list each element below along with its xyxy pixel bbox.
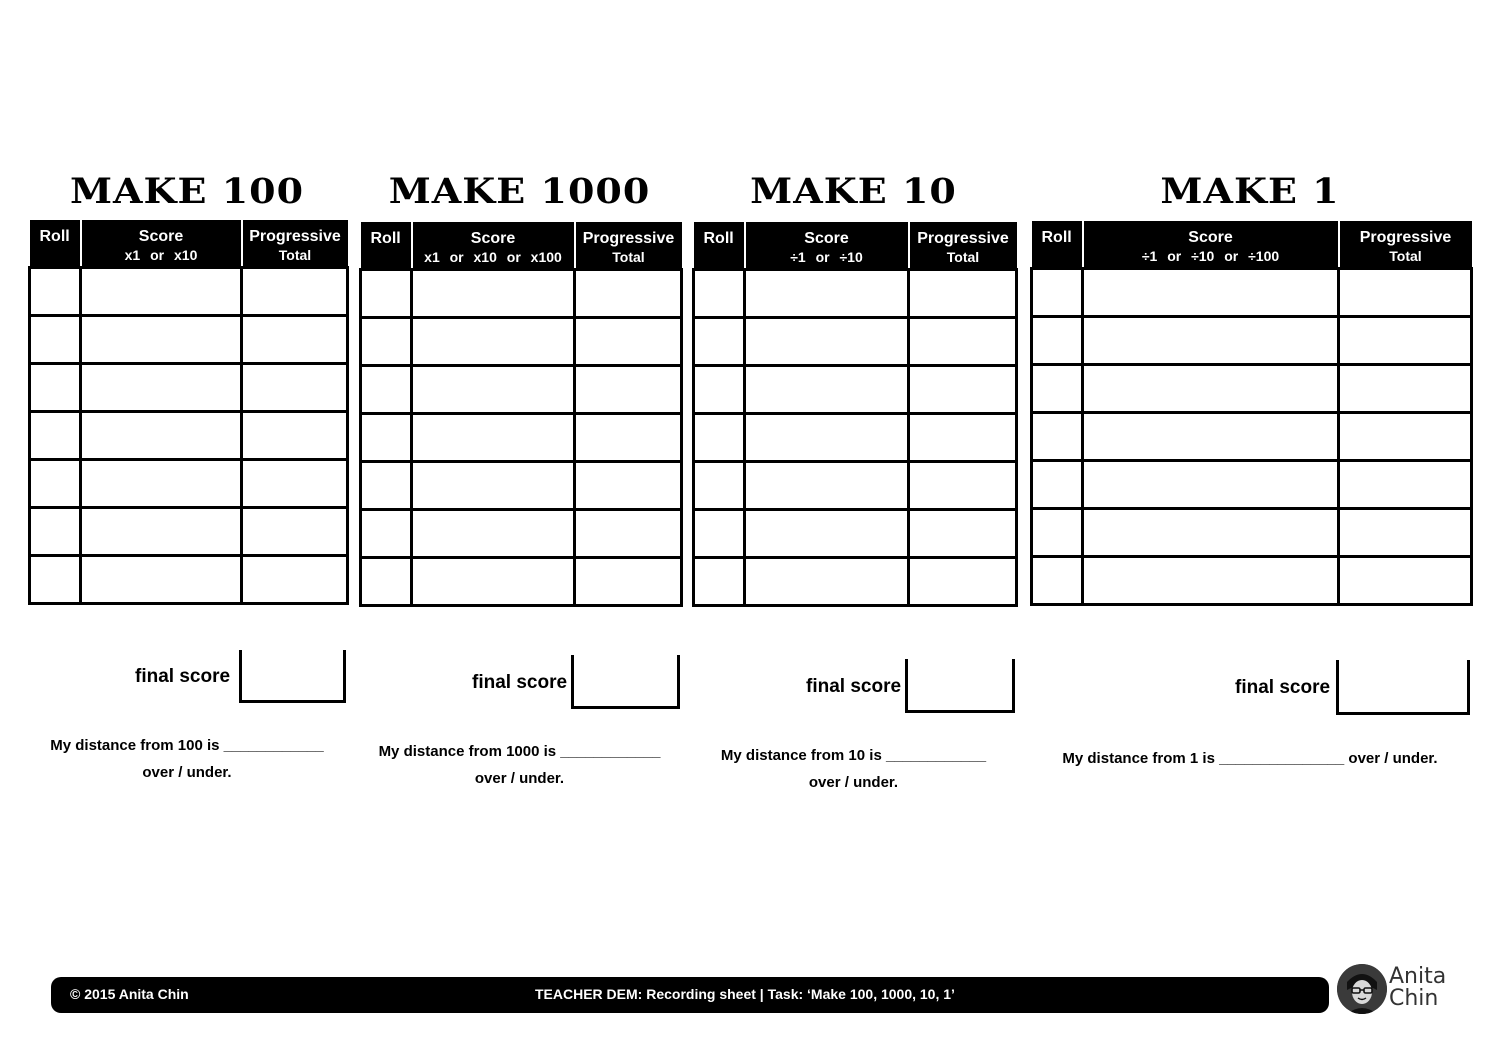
table-row bbox=[1032, 461, 1472, 509]
score-header bbox=[81, 220, 242, 268]
total-cell[interactable] bbox=[1339, 365, 1472, 413]
final-score-label: final score bbox=[806, 676, 902, 697]
total-cell[interactable] bbox=[242, 364, 348, 412]
table-row bbox=[30, 412, 348, 460]
game-make-1000 bbox=[359, 168, 680, 798]
total-cell[interactable] bbox=[909, 318, 1017, 366]
distance-text bbox=[28, 732, 346, 786]
total-cell[interactable] bbox=[575, 510, 682, 558]
roll-cell[interactable] bbox=[694, 318, 745, 366]
score-header-sub: ÷1 or ÷10 bbox=[790, 249, 863, 265]
table-row bbox=[361, 462, 682, 510]
roll-cell[interactable] bbox=[30, 412, 81, 460]
total-header-sub: Total bbox=[612, 249, 645, 265]
header-row bbox=[694, 222, 1017, 270]
roll-cell[interactable] bbox=[694, 558, 745, 606]
score-table bbox=[359, 222, 683, 607]
total-header bbox=[1339, 221, 1472, 269]
roll-cell[interactable] bbox=[361, 270, 412, 318]
score-header-sub: ÷1 or ÷10 or ÷100 bbox=[1141, 248, 1280, 264]
score-cell[interactable] bbox=[745, 414, 909, 462]
final-score-label: final score bbox=[472, 672, 568, 693]
roll-cell[interactable] bbox=[1032, 269, 1083, 317]
logo-text bbox=[1389, 966, 1446, 1010]
distance-line-2: over / under. bbox=[474, 770, 565, 787]
table-row bbox=[694, 366, 1017, 414]
header-row bbox=[30, 220, 348, 268]
score-cell[interactable] bbox=[1083, 317, 1339, 365]
game-title: MAKE 100 bbox=[69, 169, 305, 212]
total-cell[interactable] bbox=[1339, 509, 1472, 557]
total-header bbox=[242, 220, 348, 268]
roll-cell[interactable] bbox=[1032, 365, 1083, 413]
game-make-10 bbox=[692, 168, 1015, 803]
total-cell[interactable] bbox=[575, 414, 682, 462]
table-row bbox=[1032, 557, 1472, 605]
score-cell[interactable] bbox=[745, 318, 909, 366]
footer-bar bbox=[51, 977, 1329, 1013]
score-cell[interactable] bbox=[1083, 413, 1339, 461]
total-cell[interactable] bbox=[575, 462, 682, 510]
score-cell[interactable] bbox=[1083, 365, 1339, 413]
roll-header: Roll bbox=[694, 222, 745, 270]
roll-cell[interactable] bbox=[361, 462, 412, 510]
total-cell[interactable] bbox=[575, 366, 682, 414]
distance-line-1: My distance from 1000 is ____________ bbox=[378, 743, 661, 760]
roll-cell[interactable] bbox=[694, 510, 745, 558]
header-row bbox=[1032, 221, 1472, 269]
logo-line-1: Anita bbox=[1389, 964, 1447, 989]
total-cell[interactable] bbox=[242, 316, 348, 364]
score-cell[interactable] bbox=[1083, 269, 1339, 317]
roll-cell[interactable] bbox=[361, 318, 412, 366]
total-cell[interactable] bbox=[909, 414, 1017, 462]
task-text: TEACHER DEM: Recording sheet | Task: ‘Make 100, 1000, 10, 1’ bbox=[535, 986, 955, 1002]
distance-line-1: My distance from 10 is ____________ bbox=[720, 747, 987, 764]
table-row bbox=[361, 318, 682, 366]
final-score-label: final score bbox=[1235, 677, 1331, 698]
teacher-avatar-icon bbox=[1337, 964, 1387, 1014]
total-header-label: Progressive bbox=[1359, 229, 1452, 246]
distance-line-2: over / under. bbox=[142, 764, 232, 781]
score-cell[interactable] bbox=[81, 316, 242, 364]
game-title: MAKE 1 bbox=[1160, 169, 1340, 212]
score-cell[interactable] bbox=[412, 414, 575, 462]
score-cell[interactable] bbox=[412, 366, 575, 414]
table-row bbox=[361, 510, 682, 558]
game-title: MAKE 1000 bbox=[388, 169, 651, 212]
score-cell[interactable] bbox=[745, 510, 909, 558]
score-cell[interactable] bbox=[81, 364, 242, 412]
final-score-box[interactable] bbox=[239, 650, 346, 703]
total-cell[interactable] bbox=[242, 460, 348, 508]
score-header-sub: x1 or x10 bbox=[124, 247, 198, 263]
total-header-label: Progressive bbox=[582, 230, 675, 247]
roll-cell[interactable] bbox=[361, 366, 412, 414]
table-row bbox=[694, 558, 1017, 606]
roll-cell[interactable] bbox=[30, 364, 81, 412]
score-table bbox=[28, 220, 349, 605]
table-row bbox=[1032, 509, 1472, 557]
roll-cell[interactable] bbox=[1032, 509, 1083, 557]
distance-line-1: My distance from 1 is _______________ over / under. bbox=[1062, 750, 1438, 767]
total-cell[interactable] bbox=[1339, 269, 1472, 317]
roll-cell[interactable] bbox=[30, 268, 81, 316]
score-cell[interactable] bbox=[81, 460, 242, 508]
table-row bbox=[361, 414, 682, 462]
score-header-label: Score bbox=[470, 230, 516, 247]
distance-text bbox=[692, 742, 1015, 796]
roll-header: Roll bbox=[361, 222, 412, 270]
total-header-sub: Total bbox=[278, 247, 312, 263]
score-cell[interactable] bbox=[1083, 461, 1339, 509]
roll-cell[interactable] bbox=[361, 414, 412, 462]
distance-line-2: over / under. bbox=[808, 774, 899, 791]
score-cell[interactable] bbox=[745, 558, 909, 606]
total-cell[interactable] bbox=[242, 268, 348, 316]
game-make-1 bbox=[1030, 168, 1470, 778]
score-table bbox=[1030, 221, 1473, 606]
roll-cell[interactable] bbox=[30, 316, 81, 364]
total-cell[interactable] bbox=[909, 270, 1017, 318]
score-cell[interactable] bbox=[1083, 509, 1339, 557]
roll-cell[interactable] bbox=[694, 270, 745, 318]
score-cell[interactable] bbox=[412, 318, 575, 366]
game-title: MAKE 10 bbox=[750, 169, 957, 212]
score-cell[interactable] bbox=[745, 462, 909, 510]
final-score-label: final score bbox=[135, 666, 231, 687]
total-cell[interactable] bbox=[909, 558, 1017, 606]
score-header-label: Score bbox=[804, 230, 849, 247]
roll-cell[interactable] bbox=[1032, 413, 1083, 461]
table-row bbox=[1032, 365, 1472, 413]
score-cell[interactable] bbox=[745, 270, 909, 318]
roll-header: Roll bbox=[30, 220, 81, 268]
table-row bbox=[694, 270, 1017, 318]
score-cell[interactable] bbox=[412, 270, 575, 318]
total-cell[interactable] bbox=[575, 270, 682, 318]
table-row bbox=[694, 318, 1017, 366]
total-cell[interactable] bbox=[1339, 557, 1472, 605]
score-cell[interactable] bbox=[81, 412, 242, 460]
score-header bbox=[745, 222, 909, 270]
final-score-box[interactable] bbox=[905, 659, 1015, 713]
total-header-sub: Total bbox=[946, 249, 980, 265]
roll-cell[interactable] bbox=[30, 556, 81, 604]
roll-cell[interactable] bbox=[1032, 557, 1083, 605]
roll-cell[interactable] bbox=[30, 508, 81, 556]
header-row bbox=[361, 222, 682, 270]
final-score-box[interactable] bbox=[571, 655, 680, 709]
total-header bbox=[909, 222, 1017, 270]
total-cell[interactable] bbox=[909, 366, 1017, 414]
score-cell[interactable] bbox=[81, 556, 242, 604]
table-row bbox=[1032, 413, 1472, 461]
table-row bbox=[694, 510, 1017, 558]
score-header-sub: x1 or x10 or x100 bbox=[424, 249, 562, 265]
final-score-box[interactable] bbox=[1336, 660, 1470, 715]
total-cell[interactable] bbox=[1339, 413, 1472, 461]
score-cell[interactable] bbox=[1083, 557, 1339, 605]
score-header-label: Score bbox=[138, 228, 184, 245]
game-make-100 bbox=[28, 168, 346, 788]
roll-cell[interactable] bbox=[694, 414, 745, 462]
score-header bbox=[412, 222, 575, 270]
roll-cell[interactable] bbox=[361, 558, 412, 606]
table-row bbox=[694, 462, 1017, 510]
distance-text bbox=[359, 738, 680, 792]
total-cell[interactable] bbox=[909, 462, 1017, 510]
total-cell[interactable] bbox=[242, 556, 348, 604]
roll-cell[interactable] bbox=[30, 460, 81, 508]
distance-line-1: My distance from 100 is ____________ bbox=[50, 737, 324, 754]
logo-line-2: Chin bbox=[1389, 986, 1439, 1011]
table-row bbox=[361, 366, 682, 414]
score-cell[interactable] bbox=[412, 558, 575, 606]
roll-cell[interactable] bbox=[1032, 461, 1083, 509]
table-row bbox=[30, 556, 348, 604]
total-cell[interactable] bbox=[242, 412, 348, 460]
total-cell[interactable] bbox=[909, 510, 1017, 558]
total-cell[interactable] bbox=[1339, 461, 1472, 509]
total-cell[interactable] bbox=[575, 558, 682, 606]
total-header-label: Progressive bbox=[249, 228, 341, 245]
score-cell[interactable] bbox=[412, 462, 575, 510]
total-header bbox=[575, 222, 682, 270]
copyright-text: © 2015 Anita Chin bbox=[70, 986, 189, 1002]
roll-cell[interactable] bbox=[361, 510, 412, 558]
anita-chin-logo bbox=[1337, 962, 1487, 1022]
score-cell[interactable] bbox=[745, 366, 909, 414]
table-row bbox=[30, 268, 348, 316]
table-row bbox=[361, 558, 682, 606]
score-header bbox=[1083, 221, 1339, 269]
table-row bbox=[30, 364, 348, 412]
table-row bbox=[1032, 317, 1472, 365]
total-header-label: Progressive bbox=[917, 230, 1009, 247]
table-row bbox=[30, 508, 348, 556]
table-row bbox=[30, 316, 348, 364]
table-row bbox=[30, 460, 348, 508]
total-cell[interactable] bbox=[242, 508, 348, 556]
total-header-sub: Total bbox=[1389, 248, 1422, 264]
total-cell[interactable] bbox=[1339, 317, 1472, 365]
roll-cell[interactable] bbox=[694, 462, 745, 510]
distance-text bbox=[1030, 745, 1470, 772]
table-row bbox=[694, 414, 1017, 462]
roll-cell[interactable] bbox=[694, 366, 745, 414]
score-table bbox=[692, 222, 1018, 607]
roll-cell[interactable] bbox=[1032, 317, 1083, 365]
table-row bbox=[361, 270, 682, 318]
score-cell[interactable] bbox=[81, 268, 242, 316]
score-header-label: Score bbox=[1188, 229, 1233, 246]
roll-header: Roll bbox=[1032, 221, 1083, 269]
score-cell[interactable] bbox=[81, 508, 242, 556]
total-cell[interactable] bbox=[575, 318, 682, 366]
score-cell[interactable] bbox=[412, 510, 575, 558]
table-row bbox=[1032, 269, 1472, 317]
